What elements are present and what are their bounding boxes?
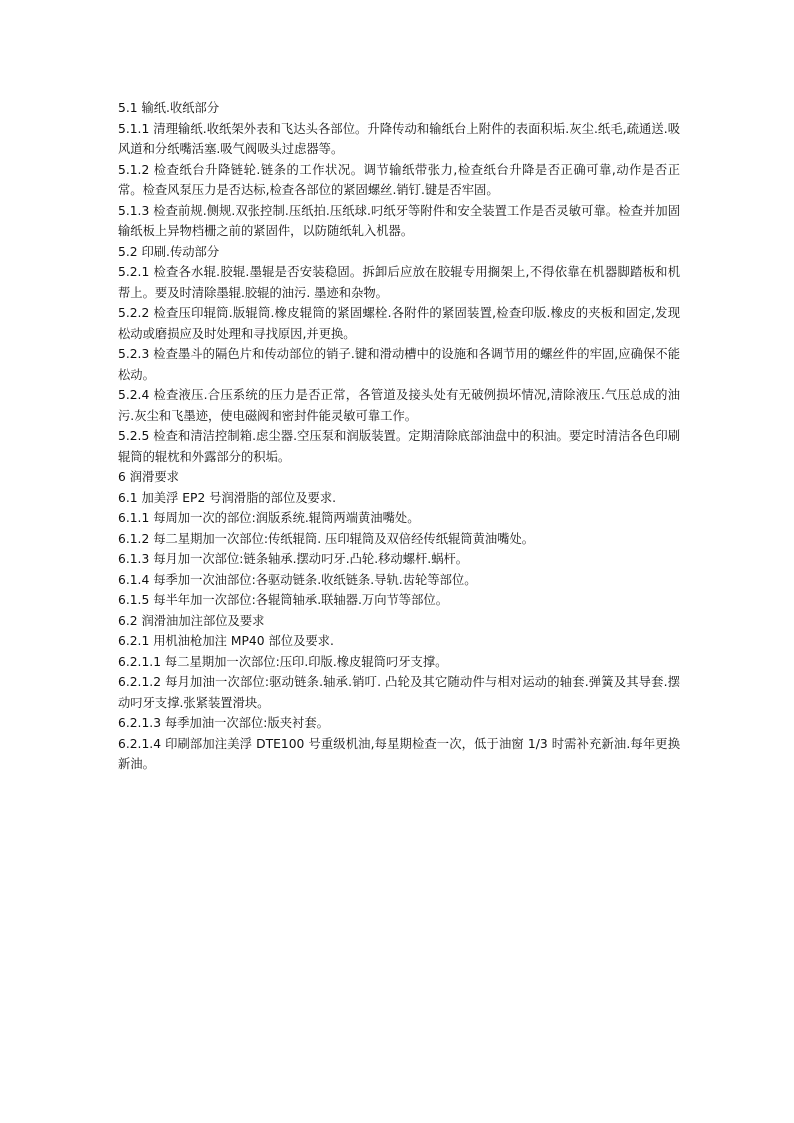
- paragraph-6-1-4: 6.1.4 每季加一次油部位:各驱动链条.收纸链条.导轨.齿轮等部位。: [118, 572, 477, 587]
- paragraph-6-1-1: 6.1.1 每周加一次的部位:润版系统.辊筒两端黄油嘴处。: [118, 511, 420, 525]
- paragraph-6-1-3: 6.1.3 每月加一次部位:链条轴承.摆动叼牙.凸轮.移动螺杆.蜗杆。: [118, 552, 469, 566]
- paragraph-5-1-1: 5.1.1 清理输纸.收纸架外表和飞达头各部位。升降传动和输纸台上附件的表面积垢.灰尘.纸毛,疏通送.吸风道和分纸嘴活塞.吸气阀吸头过虑器等。: [118, 121, 680, 156]
- paragraph-6-2-1-2: 6.2.1.2 每月加油一次部位:驱动链条.轴承.销叮. 凸轮及其它随动件与相对运动的轴套.弹簧及其导套.摆动叼牙支撑.张紧装置滑块。: [118, 675, 680, 710]
- paragraph-6-2-1-1: 6.2.1.1 每二星期加一次部位:压印.印版.橡皮辊筒叼牙支撑。: [118, 654, 448, 669]
- paragraph-5-2-5: 5.2.5 检查和清洁控制箱.虑尘器.空压泵和润版装置。定期清除底部油盘中的积油。要定时清洁各色印刷辊筒的辊枕和外露部分的积垢。: [118, 429, 680, 464]
- paragraph-6-1-5: 6.1.5 每半年加一次部位:各辊筒轴承.联轴器.万向节等部位。: [118, 593, 448, 607]
- section-heading-5-2: 5.2 印刷.传动部分: [118, 244, 220, 259]
- paragraph-6-2-1: 6.2.1 用机油枪加注 MP40 部位及要求.: [118, 634, 334, 648]
- paragraph-6-2: 6.2 润滑油加注部位及要求: [118, 613, 265, 628]
- paragraph-6-1: 6.1 加美浮 EP2 号润滑脂的部位及要求.: [118, 490, 337, 505]
- paragraph-5-2-3: 5.2.3 检查墨斗的隔色片和传动部位的销子.键和滑动槽中的设施和各调节用的螺丝件的牢固,应确保不能松动。: [118, 347, 680, 382]
- paragraph-5-2-4: 5.2.4 检查液压.合压系统的压力是否正常，各管道及接头处有无破例损坏情况,清除液压.气压总成的油污.灰尘和飞墨迹，使电磁阀和密封件能灵敏可靠工作。: [118, 388, 680, 423]
- document-body: [118, 98, 680, 775]
- section-heading-5-1: 5.1 输纸.收纸部分: [118, 101, 220, 115]
- paragraph-6-2-1-4: 6.2.1.4 印刷部加注美浮 DTE100 号重级机油,每星期检查一次，低于油窗 1/3 时需补充新油.每年更换新油。: [118, 736, 680, 771]
- paragraph-5-2-1: 5.2.1 检查各水辊.胶辊.墨辊是否安装稳固。拆卸后应放在胶辊专用搁架上,不得依靠在机器脚踏板和机帮上。要及时清除墨辊.胶辊的油污. 墨迹和杂物。: [118, 265, 680, 300]
- paragraph-6-2-1-3: 6.2.1.3 每季加油一次部位:版夹衬套。: [118, 716, 329, 730]
- paragraph-5-2-2: 5.2.2 检查压印辊筒.版辊筒.橡皮辊筒的紧固螺栓.各附件的紧固装置,检查印版.橡皮的夹板和固定,发现松动或磨损应及时处理和寻找原因,并更换。: [118, 306, 680, 341]
- section-heading-6: 6 润滑要求: [118, 470, 179, 484]
- paragraph-5-1-3: 5.1.3 检查前规.侧规.双张控制.压纸拍.压纸球.叼纸牙等附件和安全装置工作是否灵敏可靠。检查并加固输纸板上异物档栅之前的紧固件，以防随纸轧入机器。: [118, 203, 680, 238]
- paragraph-6-1-2: 6.1.2 每二星期加一次部位:传纸辊筒. 压印辊筒及双倍经传纸辊筒黄油嘴处。: [118, 531, 535, 546]
- paragraph-5-1-2: 5.1.2 检查纸台升降链轮.链条的工作状况。调节输纸带张力,检查纸台升降是否正确可靠,动作是否正常。检查风泵压力是否达标,检查各部位的紧固螺丝.销钉.键是否牢固。: [118, 162, 680, 197]
